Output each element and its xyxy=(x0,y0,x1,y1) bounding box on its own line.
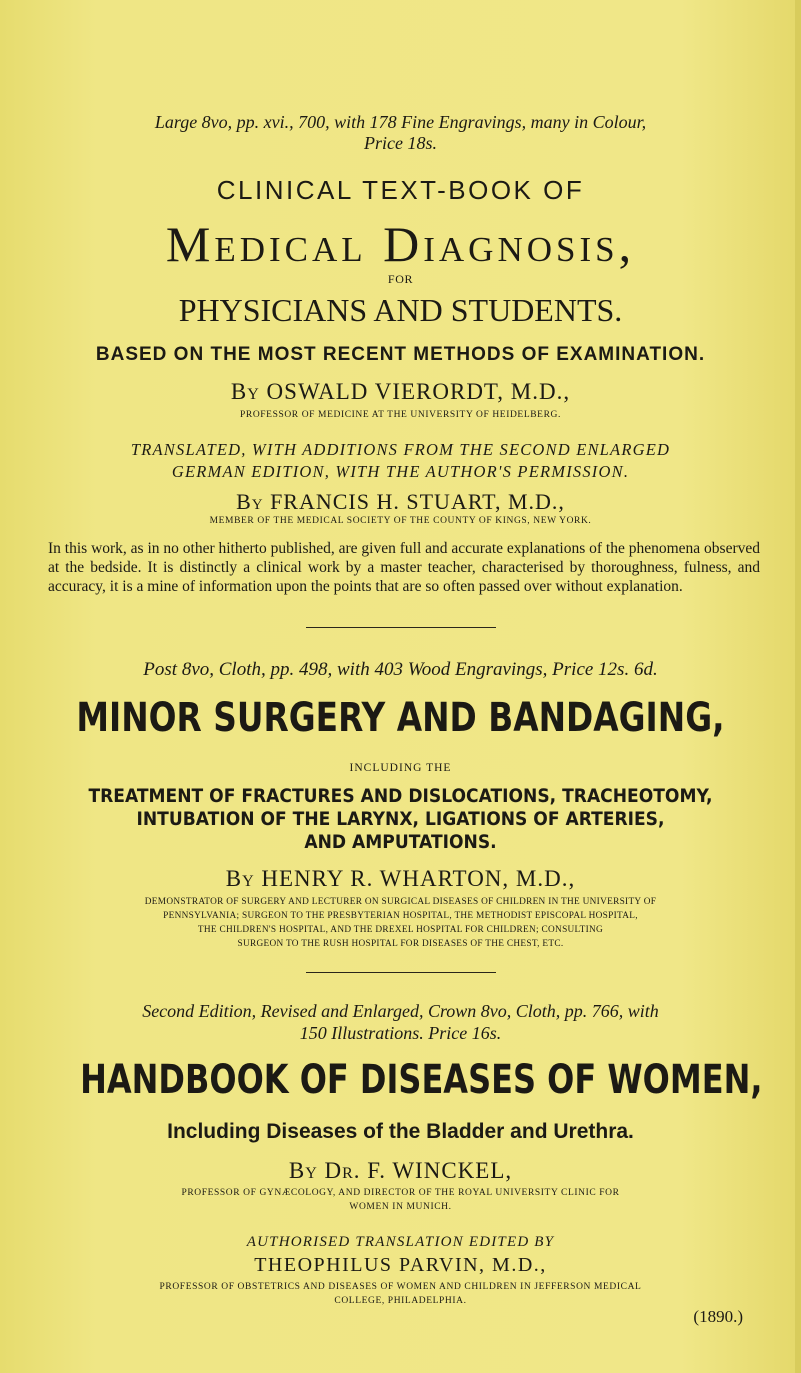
book1-translated-2: GERMAN EDITION, WITH THE AUTHOR'S PERMISSION. xyxy=(171,462,630,481)
book2-topics-2: INTUBATION OF THE LARYNX, LIGATIONS OF ARTERIES, xyxy=(136,808,665,830)
book3-year: (1890.) xyxy=(693,1307,743,1326)
book2-role-4: SURGEON TO THE RUSH HOSPITAL FOR DISEASES OF THE CHEST, ETC. xyxy=(237,939,564,949)
book2-author: By HENRY R. WHARTON, M.D., xyxy=(225,866,576,891)
book2-topics-1: TREATMENT OF FRACTURES AND DISLOCATIONS, TRACHEOTOMY, xyxy=(88,785,713,807)
book3-editor-role-2: COLLEGE, PHILADELPHIA. xyxy=(334,1296,467,1306)
book3-title: HANDBOOK OF DISEASES OF WOMEN, xyxy=(80,1057,763,1103)
book1-line1: CLINICAL TEXT-BOOK OF xyxy=(216,175,585,205)
book2-title: MINOR SURGERY AND BANDAGING, xyxy=(76,695,725,741)
book3-spec-line-1: Second Edition, Revised and Enlarged, Crown 8vo, Cloth, pp. 766, with xyxy=(142,1001,659,1021)
book1-author-role: PROFESSOR OF MEDICINE AT THE UNIVERSITY OF HEIDELBERG. xyxy=(240,410,561,420)
book1-for: FOR xyxy=(387,272,414,286)
book3-role-1: PROFESSOR OF GYNÆCOLOGY, AND DIRECTOR OF THE ROYAL UNIVERSITY CLINIC FOR xyxy=(181,1188,620,1198)
book1-translator-role: MEMBER OF THE MEDICAL SOCIETY OF THE COUNTY OF KINGS, NEW YORK. xyxy=(209,516,592,526)
book2-role-2: PENNSYLVANIA; SURGEON TO THE PRESBYTERIAN HOSPITAL, THE METHODIST EPISCOPAL HOSPITAL, xyxy=(163,911,638,921)
divider-1 xyxy=(306,627,496,628)
book2-topics-3: AND AMPUTATIONS. xyxy=(304,831,497,853)
book3-spec-line-2: 150 Illustrations. Price 16s. xyxy=(299,1023,502,1043)
book3-editor-role-1: PROFESSOR OF OBSTETRICS AND DISEASES OF WOMEN AND CHILDREN IN JEFFERSON MEDICAL xyxy=(159,1282,642,1292)
book1-author: By OSWALD VIERORDT, M.D., xyxy=(230,379,571,404)
book2-including: INCLUDING THE xyxy=(349,762,452,774)
divider-2 xyxy=(306,972,496,973)
book2-spec-line: Post 8vo, Cloth, pp. 498, with 403 Wood Engravings, Price 12s. 6d. xyxy=(143,659,658,680)
book1-subtitle: BASED ON THE MOST RECENT METHODS OF EXAMINATION. xyxy=(95,344,706,365)
book3-authorised: AUTHORISED TRANSLATION EDITED BY xyxy=(246,1234,555,1250)
book1-spec-line: Large 8vo, pp. xvi., 700, with 178 Fine Engravings, many in Colour, xyxy=(154,112,647,132)
book1-translated-1: TRANSLATED, WITH ADDITIONS FROM THE SECOND ENLARGED xyxy=(130,440,671,459)
book3-editor: THEOPHILUS PARVIN, M.D., xyxy=(254,1254,547,1276)
book3-role-2: WOMEN IN MUNICH. xyxy=(349,1202,452,1212)
book1-translator: By FRANCIS H. STUART, M.D., xyxy=(236,489,565,514)
book2-role-3: THE CHILDREN'S HOSPITAL, AND THE DREXEL HOSPITAL FOR CHILDREN; CONSULTING xyxy=(197,925,604,935)
book1-description: In this work, as in no other hitherto published, are given full and accurate explanations of the phenomena observed at the bedside. It is distinctly a clinical work by a master teacher, characterised by thoroughness, fulness, and accuracy, it is a mine of information upon the points that are so often passed over without explanation. xyxy=(48,540,760,595)
book1-price: Price 18s. xyxy=(364,133,437,153)
book3-author: By Dr. F. WINCKEL, xyxy=(288,1158,513,1183)
book3-subtitle: Including Diseases of the Bladder and Urethra. xyxy=(167,1120,634,1143)
book1-title: Medical Diagnosis, xyxy=(165,216,636,272)
book1-audience: PHYSICIANS AND STUDENTS. xyxy=(178,292,623,328)
book2-role-1: DEMONSTRATOR OF SURGERY AND LECTURER ON SURGICAL DISEASES OF CHILDREN IN THE UNIVERSITY OF xyxy=(144,897,657,907)
